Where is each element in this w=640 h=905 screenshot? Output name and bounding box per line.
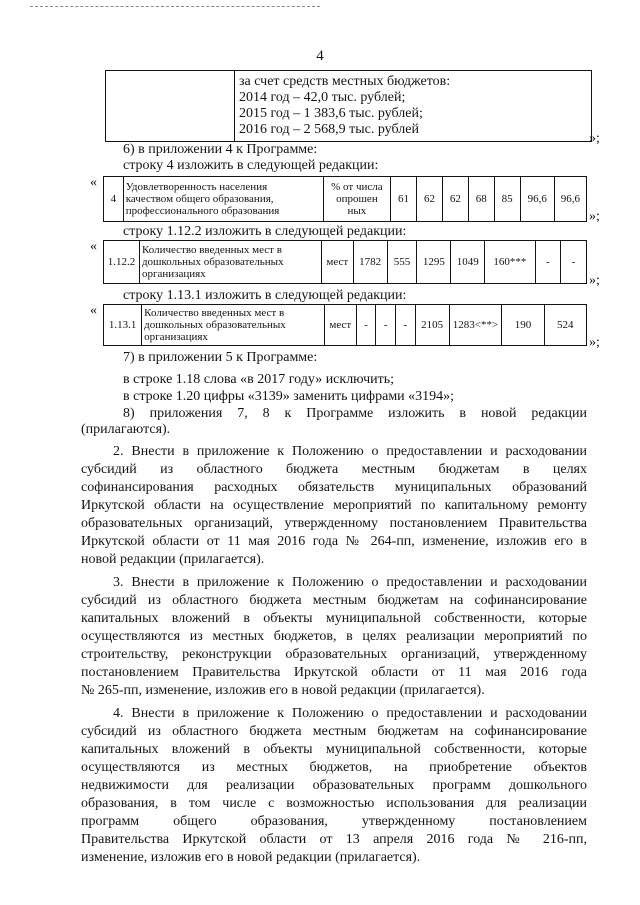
- para4-line: субсидий из областного бюджета местным бюджетам на софинансирование: [81, 724, 587, 739]
- para3-line: № 265-пп, изменение, изложив его в новой редакции (прилагается).: [81, 683, 485, 698]
- row1131-table: [103, 304, 587, 346]
- item-7b: в строке 1.20 цифры «3139» заменить цифрами «3194»;: [123, 389, 455, 404]
- budget-line: 2016 год – 2 568,9 тыс. рублей: [239, 122, 419, 137]
- open-quote: «: [90, 303, 97, 318]
- row4-value: 96,6: [520, 177, 554, 222]
- row1131-value: -: [396, 305, 416, 346]
- para4-line: изменение, изложив его в новой редакции (прилагается).: [81, 850, 421, 865]
- close-quote: »;: [589, 335, 600, 350]
- row4-unit-line: опрошен: [336, 193, 378, 205]
- row1122-value: -: [561, 241, 587, 284]
- row1131-intro: строку 1.13.1 изложить в следующей редакции:: [123, 288, 407, 303]
- row4-table: [103, 176, 587, 222]
- budget-cell: [235, 71, 592, 142]
- item-8-line: (прилагаются).: [81, 422, 171, 437]
- budget-line: 2015 год – 1 383,6 тыс. рублей;: [239, 106, 423, 121]
- row1131-value: 524: [544, 305, 586, 346]
- row1122-unit: мест: [321, 241, 353, 284]
- row1122-value: 1295: [417, 241, 451, 284]
- budget-empty-cell: [106, 71, 235, 142]
- row1122-num: 1.12.2: [104, 241, 140, 284]
- row4-value: 62: [442, 177, 468, 222]
- item-8-line: 8) приложения 7, 8 к Программе изложить в новой редакции: [123, 406, 587, 421]
- row1131-num: 1.13.1: [104, 305, 142, 346]
- row1122-value: 1782: [353, 241, 387, 284]
- budget-line: 2014 год – 42,0 тыс. рублей;: [239, 90, 406, 105]
- row1131-value: 2105: [415, 305, 449, 346]
- para4-line: капитальных вложений в объекты муниципальной собственности, которые: [81, 742, 587, 757]
- budget-line: за счет средств местных бюджетов:: [239, 74, 451, 89]
- close-quote: »;: [589, 131, 600, 146]
- para4-line: недвижимости для реализации образовательных программ дошкольного: [81, 778, 587, 793]
- row4-num: 4: [104, 177, 124, 222]
- open-quote: «: [90, 239, 97, 254]
- row4-unit-line: ных: [347, 205, 367, 217]
- row1122-value: 1049: [451, 241, 485, 284]
- open-quote: «: [90, 175, 97, 190]
- scan-edge-line: [30, 6, 320, 7]
- row4-name-line: качеством общего образования,: [125, 193, 274, 205]
- para4-line: программ общего образования, утвержденному постановлением: [81, 814, 587, 829]
- row1122-value: 160***: [485, 241, 535, 284]
- para2-line: субсидий из областного бюджета местным бюджетам в целях: [81, 462, 587, 477]
- row4-value: 61: [391, 177, 417, 222]
- row1122-name-line: Количество введенных мест в: [141, 244, 282, 256]
- para2-line: новой редакции (прилагается).: [81, 552, 265, 567]
- row4-value: 85: [494, 177, 520, 222]
- row1122-intro: строку 1.12.2 изложить в следующей редакции:: [123, 224, 407, 239]
- row1122-value: 555: [387, 241, 417, 284]
- row1122-name-line: организациях: [141, 268, 206, 280]
- row4-name: [123, 177, 323, 222]
- para3-line: 3. Внести в приложение к Положению о предоставлении и расходовании: [113, 575, 587, 590]
- row1131-name-line: Количество введенных мест в: [144, 307, 285, 319]
- para3-line: постановлением Правительства Иркутской области от 11 мая 2016 года: [81, 665, 587, 680]
- row1122-name: [139, 241, 321, 284]
- row1131-value: -: [356, 305, 376, 346]
- row1122-table: [103, 240, 587, 284]
- row4-name-line: Удовлетворенность населения: [125, 181, 268, 193]
- row1131-name: [142, 305, 325, 346]
- row4-name-line: профессионального образования: [125, 205, 280, 217]
- page-number: 4: [316, 48, 324, 64]
- row1131-name-line: организациях: [144, 331, 208, 343]
- para4-line: 4. Внести в приложение к Положению о предоставлении и расходовании: [113, 706, 587, 721]
- para3-line: субсидий из областного бюджета местным бюджетам на софинансирование: [81, 593, 587, 608]
- row4-intro: строку 4 изложить в следующей редакции:: [123, 158, 379, 173]
- para3-line: капитальных вложений в объекты муниципальной собственности, которые: [81, 611, 587, 626]
- para2-line: образовательных организаций, утвержденному постановлением Правительства: [81, 516, 587, 531]
- item-6: 6) в приложении 4 к Программе:: [123, 142, 318, 157]
- row1122-value: -: [535, 241, 561, 284]
- para2-line: 2. Внести в приложение к Положению о предоставлении и расходовании: [113, 444, 587, 459]
- budget-table: [105, 70, 592, 142]
- row1131-value: 1283<**>: [449, 305, 502, 346]
- row4-unit: [323, 177, 390, 222]
- row4-value: 62: [416, 177, 442, 222]
- row4-value: 96,6: [554, 177, 586, 222]
- row1131-value: -: [376, 305, 396, 346]
- close-quote: »;: [589, 273, 600, 288]
- row1131-value: 190: [502, 305, 544, 346]
- para2-line: софинансирования расходных обязательств муниципальных образований: [81, 480, 587, 495]
- item-7: 7) в приложении 5 к Программе:: [123, 350, 318, 365]
- para3-line: строительству, реконструкции образовательных организаций, утвержденному: [81, 647, 587, 662]
- para4-line: Правительства Иркутской области от 13 апреля 2016 года № 216-пп,: [81, 832, 587, 847]
- row1122-name-line: дошкольных образовательных: [141, 256, 284, 268]
- row1131-name-line: дошкольных образовательных: [144, 319, 286, 331]
- close-quote: »;: [589, 209, 600, 224]
- row4-value: 68: [468, 177, 494, 222]
- para2-line: Иркутской области от 11 мая 2016 года № 264-пп, изменение, изложив его в: [81, 534, 587, 549]
- para3-line: осуществляются из местных бюджетов, в целях реализации мероприятий по: [81, 629, 587, 644]
- row1131-unit: мест: [324, 305, 356, 346]
- para2-line: Иркутской области на осуществление мероприятий по капитальному ремонту: [81, 498, 587, 513]
- para4-line: образования, в том числе с возможностью использования для реализации: [81, 796, 587, 811]
- para4-line: осуществляются из местных бюджетов, на приобретение объектов: [81, 760, 587, 775]
- row4-unit-line: % от числа: [331, 181, 383, 193]
- item-7a: в строке 1.18 слова «в 2017 году» исключить;: [123, 372, 395, 387]
